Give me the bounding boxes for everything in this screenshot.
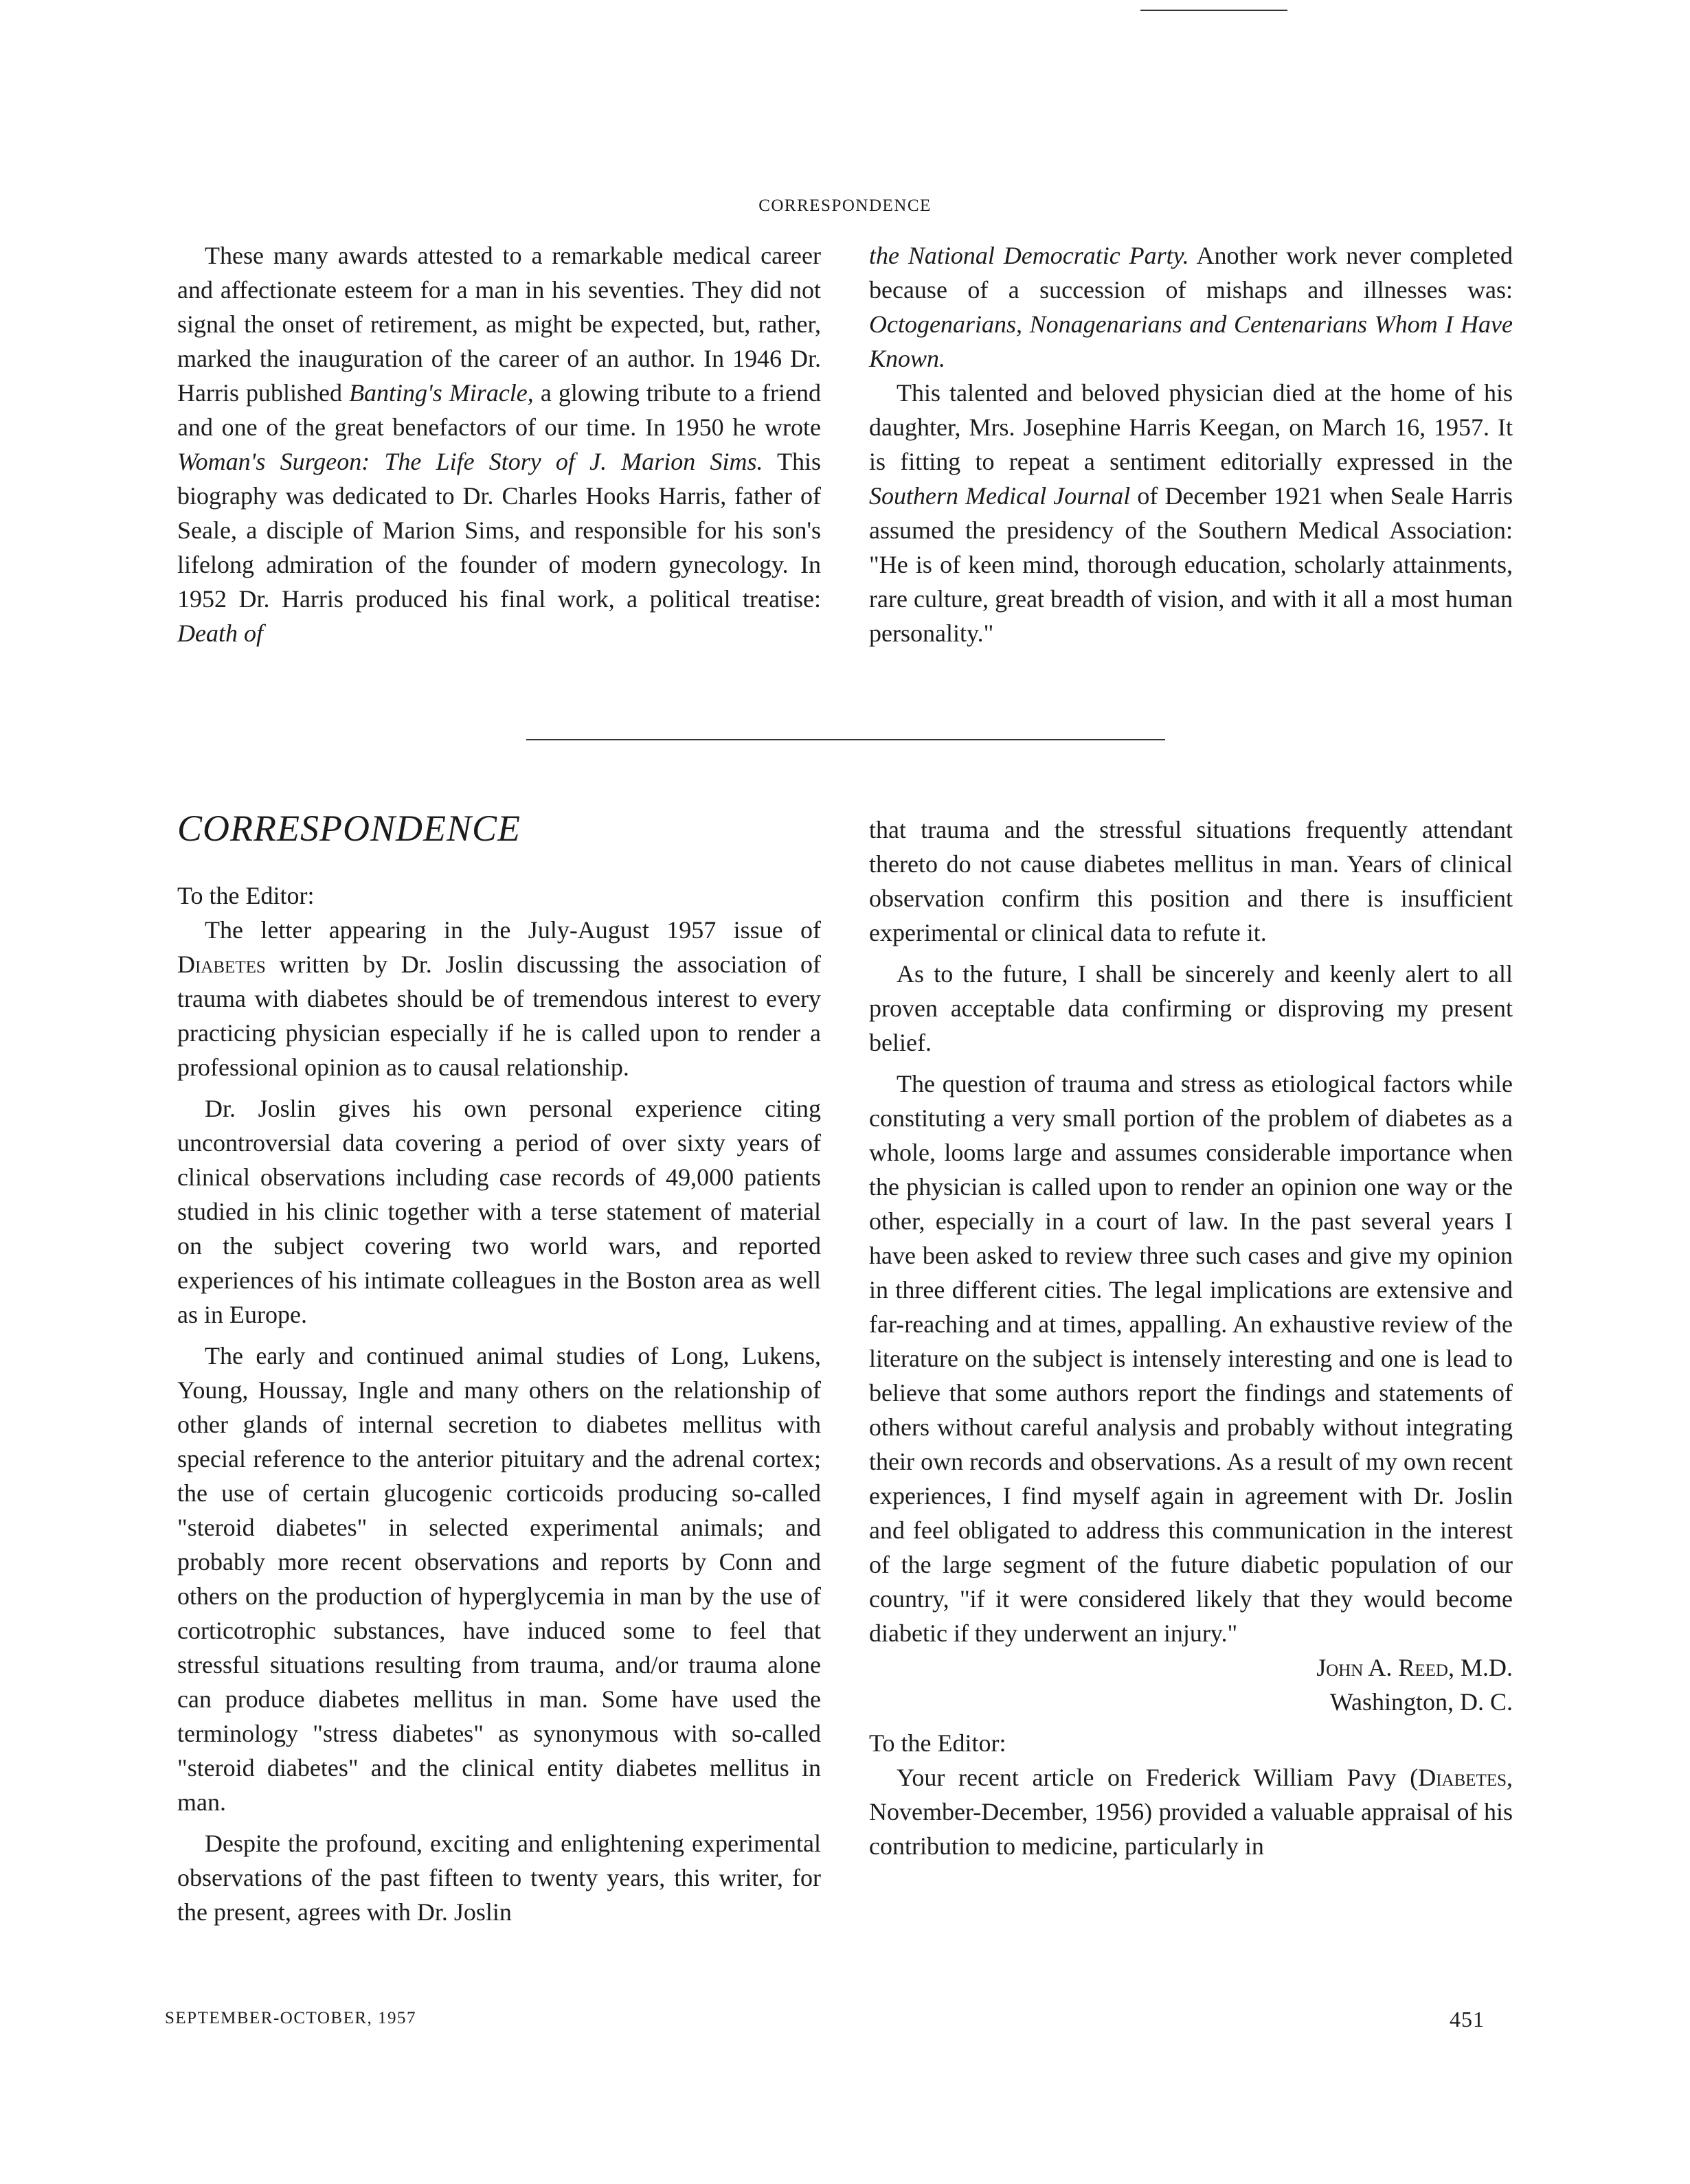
paragraph <box>177 913 821 1084</box>
book-title-bantings-miracle: Banting's Miracle, <box>349 379 534 407</box>
salutation: To the Editor: <box>869 1729 1006 1757</box>
text-run: These many awards attested to a remarkable medical career and affectionate esteem for a man in his seventies. They did not signal the onset of retirement, as might be expected, but, rather, marked the inauguration of the career of an author. In 1946 Dr. Harris published <box>177 242 821 407</box>
book-title-death-of: Death of <box>177 619 263 647</box>
book-title-womans-surgeon: Woman's Surgeon: The Life Story of J. Marion Sims. <box>177 448 763 475</box>
journal-name: Diabetes <box>1418 1764 1507 1791</box>
paragraph <box>177 238 821 650</box>
text-run: written by Dr. Joslin discussing the association of trauma with diabetes should be of tremendous interest to every practicing physician especially if he is called upon to render a professional opinion as to causal relationship. <box>177 951 821 1081</box>
journal-title: Southern Medical Journal <box>869 482 1131 510</box>
book-title-national-democratic-party: the National Democratic Party. <box>869 242 1189 269</box>
top-left-column <box>177 238 821 650</box>
paragraph: Dr. Joslin gives his own personal experience citing uncontroversial data covering a period of over sixty years of clinical observations including case records of 49,000 patients studied in his clinic together with a terse statement of material on the subject covering two world wars, and reported experiences of his intimate colleagues in the Boston area as well as in Europe. <box>177 1095 821 1328</box>
paragraph: The question of trauma and stress as etiological factors while constituting a very small portion of the problem of diabetes as a whole, looms large and assumes considerable importance when the physician is called upon to render an opinion one way or the other, especially in a court of law. In the past several years I have been asked to review three such cases and give my opinion in three different cities. The legal implications are extensive and far-reaching and at times, appalling. An exhaustive review of the literature on the subject is intensely interesting and one is lead to believe that some authors report the findings and statements of others without careful analysis and probably without integrating their own records and observations. As a result of my own recent experiences, I find myself again in agreement with Dr. Joslin and feel obligated to address this communication in the interest of the large segment of the future diabetic population of our country, "if it were considered likely that they would become diabetic if they underwent an injury." <box>869 1070 1513 1647</box>
journal-name: Diabetes <box>177 951 266 978</box>
paragraph: As to the future, I shall be sincerely and keenly alert to all proven acceptable data confirming or disproving my present belief. <box>869 960 1513 1056</box>
author-degree: M.D. <box>1454 1654 1513 1681</box>
paragraph <box>869 1760 1513 1863</box>
text-run: This talented and beloved physician died at the home of his daughter, Mrs. Josephine Harris Keegan, on March 16, 1957. It is fitting to repeat a sentiment editorially expressed in the <box>869 379 1513 475</box>
author-name: John A. Reed, <box>1316 1654 1454 1681</box>
text-run: of December 1921 when Seale Harris assumed the presidency of the Southern Medical Association: "He is of keen mind, thorough education, scholarly attainments, rare culture, great breadth of vision, and with it all a most human personality." <box>869 482 1513 647</box>
text-run: , November-December, 1956) provided a valuable appraisal of his contribution to medicine, particularly in <box>869 1764 1513 1860</box>
paragraph <box>869 376 1513 650</box>
section-heading: CORRESPONDENCE <box>177 808 521 849</box>
signature-place: Washington, D. C. <box>1329 1688 1513 1716</box>
letter-column-left <box>177 878 821 1929</box>
paragraph <box>869 238 1513 376</box>
footer-issue-date: SEPTEMBER-OCTOBER, 1957 <box>165 2009 417 2027</box>
salutation: To the Editor: <box>177 882 315 909</box>
text-run: Another work never completed because of a succession of mishaps and illnesses was: <box>869 242 1513 304</box>
top-rule <box>1140 10 1287 11</box>
text-run: Your recent article on Frederick William Pavy ( <box>897 1764 1419 1791</box>
text-run: a glowing tribute to a friend and one of the great benefactors of our time. In 1950 he wrote <box>177 379 821 441</box>
book-title-octogenarians: Octogenarians, Nonagenarians and Centenarians Whom I Have Known. <box>869 310 1513 372</box>
page-number: 451 <box>1450 2007 1485 2032</box>
running-head: CORRESPONDENCE <box>758 196 932 215</box>
top-right-column <box>869 238 1513 650</box>
text-run: This biography was dedicated to Dr. Charles Hooks Harris, father of Seale, a disciple of Marion Sims, and responsible for his son's lifelong admiration of the founder of modern gynecology. In 1952 Dr. Harris produced his final work, a political treatise: <box>177 448 822 613</box>
paragraph: that trauma and the stressful situations frequently attendant thereto do not cause diabetes mellitus in man. Years of clinical observation confirm this position and there is insufficient experimental or clinical data to refute it. <box>869 816 1513 946</box>
text-run: The letter appearing in the July-August 1957 issue of <box>205 916 821 944</box>
section-divider <box>526 739 1165 740</box>
paragraph: Despite the profound, exciting and enlightening experimental observations of the past fifteen to twenty years, this writer, for the present, agrees with Dr. Joslin <box>177 1830 821 1926</box>
letter-column-right <box>869 812 1513 1863</box>
signature-name <box>869 1650 1513 1685</box>
paragraph: The early and continued animal studies of Long, Lukens, Young, Houssay, Ingle and many others on the relationship of other glands of internal secretion to diabetes mellitus with special reference to the anterior pituitary and the adrenal cortex; the use of certain glucogenic corticoids producing so-called "steroid diabetes" in selected experimental animals; and probably more recent observations and reports by Conn and others on the production of hyperglycemia in man by the use of corticotrophic substances, have induced some to feel that stressful situations resulting from trauma, and/or trauma alone can produce diabetes mellitus in man. Some have used the terminology "stress diabetes" as synonymous with so-called "steroid diabetes" and the clinical entity diabetes mellitus in man. <box>177 1342 821 1816</box>
